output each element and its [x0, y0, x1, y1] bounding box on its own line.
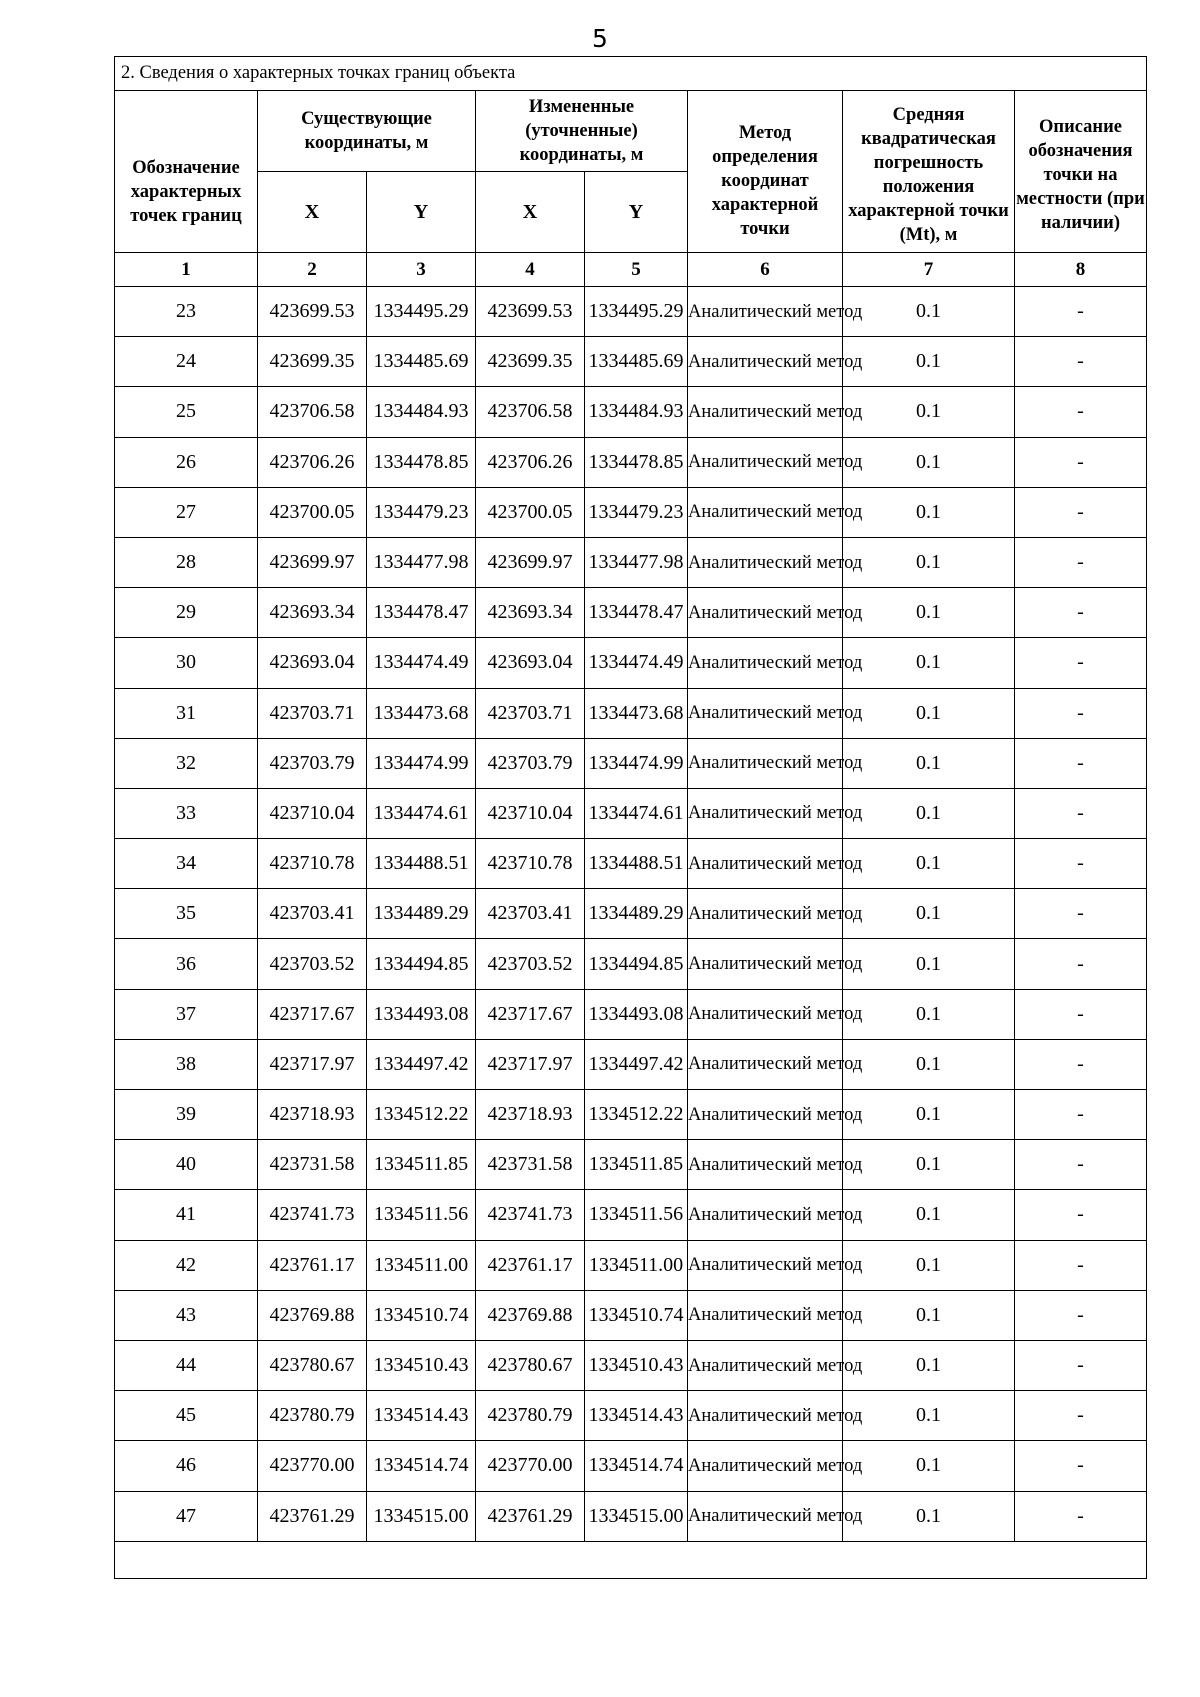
changed-x: 423706.58 — [476, 387, 585, 437]
existing-y: 1334511.00 — [367, 1240, 476, 1290]
changed-x: 423761.29 — [476, 1491, 585, 1541]
header-method: Метод определения координат характерной точки — [688, 91, 843, 253]
point-id: 44 — [115, 1340, 258, 1390]
existing-x: 423700.05 — [258, 487, 367, 537]
existing-x: 423717.97 — [258, 1039, 367, 1089]
column-number: 4 — [476, 253, 585, 287]
changed-x: 423770.00 — [476, 1441, 585, 1491]
error-value: 0.1 — [843, 839, 1015, 889]
column-number: 6 — [688, 253, 843, 287]
point-id: 38 — [115, 1039, 258, 1089]
point-id: 35 — [115, 889, 258, 939]
method-cell: Аналитический метод — [688, 1240, 843, 1290]
existing-x: 423780.67 — [258, 1340, 367, 1390]
changed-y: 1334510.74 — [585, 1290, 688, 1340]
changed-y: 1334511.85 — [585, 1140, 688, 1190]
existing-y: 1334485.69 — [367, 337, 476, 387]
method-cell: Аналитический метод — [688, 688, 843, 738]
changed-y: 1334493.08 — [585, 989, 688, 1039]
changed-y: 1334474.99 — [585, 738, 688, 788]
changed-x: 423706.26 — [476, 437, 585, 487]
existing-x: 423761.17 — [258, 1240, 367, 1290]
existing-y: 1334474.61 — [367, 788, 476, 838]
column-number: 3 — [367, 253, 476, 287]
existing-y: 1334474.99 — [367, 738, 476, 788]
table-row — [115, 989, 1147, 1039]
point-id: 45 — [115, 1391, 258, 1441]
error-value: 0.1 — [843, 537, 1015, 587]
changed-x: 423693.34 — [476, 588, 585, 638]
point-description: - — [1015, 1090, 1147, 1140]
header-description: Описание обозначения точки на местности (при наличии) — [1015, 91, 1147, 253]
existing-y: 1334511.85 — [367, 1140, 476, 1190]
existing-x: 423706.26 — [258, 437, 367, 487]
point-id: 32 — [115, 738, 258, 788]
changed-y: 1334473.68 — [585, 688, 688, 738]
changed-x: 423731.58 — [476, 1140, 585, 1190]
existing-y: 1334515.00 — [367, 1491, 476, 1541]
method-cell: Аналитический метод — [688, 788, 843, 838]
error-value: 0.1 — [843, 1140, 1015, 1190]
existing-x: 423693.34 — [258, 588, 367, 638]
changed-y: 1334489.29 — [585, 889, 688, 939]
point-id: 23 — [115, 287, 258, 337]
point-id: 30 — [115, 638, 258, 688]
table-row — [115, 1340, 1147, 1390]
changed-x: 423717.67 — [476, 989, 585, 1039]
existing-y: 1334489.29 — [367, 889, 476, 939]
existing-x: 423741.73 — [258, 1190, 367, 1240]
existing-y: 1334512.22 — [367, 1090, 476, 1140]
table-row — [115, 1441, 1147, 1491]
method-cell: Аналитический метод — [688, 939, 843, 989]
table-row — [115, 487, 1147, 537]
changed-x: 423703.71 — [476, 688, 585, 738]
changed-y: 1334497.42 — [585, 1039, 688, 1089]
point-id: 40 — [115, 1140, 258, 1190]
method-cell: Аналитический метод — [688, 1190, 843, 1240]
table-row — [115, 788, 1147, 838]
point-description: - — [1015, 688, 1147, 738]
existing-x: 423718.93 — [258, 1090, 367, 1140]
changed-x: 423761.17 — [476, 1240, 585, 1290]
header-error: Средняя квадратическая погрешность положения характерной точки (Mt), м — [843, 91, 1015, 253]
existing-y: 1334484.93 — [367, 387, 476, 437]
point-description: - — [1015, 588, 1147, 638]
table-row — [115, 688, 1147, 738]
error-value: 0.1 — [843, 437, 1015, 487]
method-cell: Аналитический метод — [688, 638, 843, 688]
changed-y: 1334488.51 — [585, 839, 688, 889]
point-description: - — [1015, 287, 1147, 337]
changed-y: 1334474.49 — [585, 638, 688, 688]
error-value: 0.1 — [843, 287, 1015, 337]
existing-x: 423706.58 — [258, 387, 367, 437]
table-row — [115, 939, 1147, 989]
error-value: 0.1 — [843, 638, 1015, 688]
existing-x: 423769.88 — [258, 1290, 367, 1340]
existing-x: 423731.58 — [258, 1140, 367, 1190]
method-cell: Аналитический метод — [688, 487, 843, 537]
changed-y: 1334474.61 — [585, 788, 688, 838]
existing-x: 423780.79 — [258, 1391, 367, 1441]
point-description: - — [1015, 1491, 1147, 1541]
error-value: 0.1 — [843, 939, 1015, 989]
error-value: 0.1 — [843, 1240, 1015, 1290]
method-cell: Аналитический метод — [688, 989, 843, 1039]
boundary-points-table — [114, 56, 1147, 1579]
table-row — [115, 638, 1147, 688]
error-value: 0.1 — [843, 387, 1015, 437]
existing-x: 423699.53 — [258, 287, 367, 337]
existing-y: 1334473.68 — [367, 688, 476, 738]
point-description: - — [1015, 487, 1147, 537]
table-row — [115, 839, 1147, 889]
point-description: - — [1015, 738, 1147, 788]
point-id: 28 — [115, 537, 258, 587]
point-id: 34 — [115, 839, 258, 889]
method-cell: Аналитический метод — [688, 437, 843, 487]
changed-y: 1334515.00 — [585, 1491, 688, 1541]
point-description: - — [1015, 1290, 1147, 1340]
changed-y: 1334484.93 — [585, 387, 688, 437]
method-cell: Аналитический метод — [688, 889, 843, 939]
existing-y: 1334511.56 — [367, 1190, 476, 1240]
point-id: 37 — [115, 989, 258, 1039]
point-id: 29 — [115, 588, 258, 638]
existing-y: 1334478.85 — [367, 437, 476, 487]
changed-x: 423741.73 — [476, 1190, 585, 1240]
method-cell: Аналитический метод — [688, 1491, 843, 1541]
method-cell: Аналитический метод — [688, 1391, 843, 1441]
changed-x: 423710.78 — [476, 839, 585, 889]
error-value: 0.1 — [843, 738, 1015, 788]
point-id: 27 — [115, 487, 258, 537]
page-number: 5 — [592, 24, 608, 53]
method-cell: Аналитический метод — [688, 1441, 843, 1491]
error-value: 0.1 — [843, 1190, 1015, 1240]
column-number: 5 — [585, 253, 688, 287]
error-value: 0.1 — [843, 337, 1015, 387]
point-description: - — [1015, 889, 1147, 939]
blank-footer-row — [115, 1541, 1147, 1578]
existing-y: 1334510.74 — [367, 1290, 476, 1340]
header-x-existing: X — [258, 172, 367, 253]
error-value: 0.1 — [843, 989, 1015, 1039]
method-cell: Аналитический метод — [688, 1140, 843, 1190]
changed-y: 1334514.74 — [585, 1441, 688, 1491]
header-y-changed: Y — [585, 172, 688, 253]
point-description: - — [1015, 387, 1147, 437]
changed-x: 423718.93 — [476, 1090, 585, 1140]
header-existing-coords: Существующие координаты, м — [258, 91, 476, 172]
table-row — [115, 1090, 1147, 1140]
changed-x: 423780.67 — [476, 1340, 585, 1390]
point-description: - — [1015, 437, 1147, 487]
changed-x: 423717.97 — [476, 1039, 585, 1089]
table-row — [115, 1240, 1147, 1290]
method-cell: Аналитический метод — [688, 387, 843, 437]
point-id: 24 — [115, 337, 258, 387]
point-id: 41 — [115, 1190, 258, 1240]
table-row — [115, 889, 1147, 939]
changed-x: 423703.41 — [476, 889, 585, 939]
method-cell: Аналитический метод — [688, 1039, 843, 1089]
error-value: 0.1 — [843, 588, 1015, 638]
table-row — [115, 588, 1147, 638]
error-value: 0.1 — [843, 889, 1015, 939]
method-cell: Аналитический метод — [688, 738, 843, 788]
point-id: 36 — [115, 939, 258, 989]
existing-x: 423703.71 — [258, 688, 367, 738]
existing-x: 423699.35 — [258, 337, 367, 387]
point-description: - — [1015, 839, 1147, 889]
column-number: 8 — [1015, 253, 1147, 287]
table-row — [115, 1140, 1147, 1190]
changed-x: 423693.04 — [476, 638, 585, 688]
point-id: 39 — [115, 1090, 258, 1140]
changed-x: 423710.04 — [476, 788, 585, 838]
table-row — [115, 1491, 1147, 1541]
point-description: - — [1015, 337, 1147, 387]
changed-y: 1334511.56 — [585, 1190, 688, 1240]
error-value: 0.1 — [843, 1491, 1015, 1541]
existing-y: 1334477.98 — [367, 537, 476, 587]
table-body — [115, 287, 1147, 1542]
point-description: - — [1015, 1340, 1147, 1390]
point-description: - — [1015, 1391, 1147, 1441]
method-cell: Аналитический метод — [688, 1290, 843, 1340]
header-x-changed: X — [476, 172, 585, 253]
point-description: - — [1015, 788, 1147, 838]
point-description: - — [1015, 537, 1147, 587]
changed-y: 1334478.85 — [585, 437, 688, 487]
existing-x: 423699.97 — [258, 537, 367, 587]
existing-x: 423703.41 — [258, 889, 367, 939]
existing-x: 423703.79 — [258, 738, 367, 788]
point-id: 46 — [115, 1441, 258, 1491]
existing-y: 1334478.47 — [367, 588, 476, 638]
changed-x: 423769.88 — [476, 1290, 585, 1340]
existing-y: 1334494.85 — [367, 939, 476, 989]
header-point-designation: Обозначение характерных точек границ — [115, 91, 258, 253]
point-description: - — [1015, 638, 1147, 688]
error-value: 0.1 — [843, 1340, 1015, 1390]
point-description: - — [1015, 1039, 1147, 1089]
header-changed-coords: Измененные (уточненные) координаты, м — [476, 91, 688, 172]
point-id: 26 — [115, 437, 258, 487]
existing-x: 423717.67 — [258, 989, 367, 1039]
method-cell: Аналитический метод — [688, 1340, 843, 1390]
changed-y: 1334495.29 — [585, 287, 688, 337]
existing-y: 1334514.74 — [367, 1441, 476, 1491]
existing-y: 1334474.49 — [367, 638, 476, 688]
changed-x: 423780.79 — [476, 1391, 585, 1441]
table-row — [115, 387, 1147, 437]
error-value: 0.1 — [843, 487, 1015, 537]
point-description: - — [1015, 1441, 1147, 1491]
point-id: 25 — [115, 387, 258, 437]
table-row — [115, 437, 1147, 487]
column-number: 2 — [258, 253, 367, 287]
table-row — [115, 738, 1147, 788]
method-cell: Аналитический метод — [688, 839, 843, 889]
point-description: - — [1015, 1140, 1147, 1190]
table-row — [115, 1190, 1147, 1240]
header-y-existing: Y — [367, 172, 476, 253]
existing-y: 1334510.43 — [367, 1340, 476, 1390]
error-value: 0.1 — [843, 688, 1015, 738]
table-row — [115, 1039, 1147, 1089]
table-row — [115, 537, 1147, 587]
changed-x: 423699.53 — [476, 287, 585, 337]
changed-y: 1334478.47 — [585, 588, 688, 638]
existing-x: 423710.78 — [258, 839, 367, 889]
point-description: - — [1015, 989, 1147, 1039]
changed-x: 423703.52 — [476, 939, 585, 989]
changed-y: 1334510.43 — [585, 1340, 688, 1390]
method-cell: Аналитический метод — [688, 588, 843, 638]
point-id: 33 — [115, 788, 258, 838]
changed-y: 1334514.43 — [585, 1391, 688, 1441]
changed-y: 1334512.22 — [585, 1090, 688, 1140]
changed-y: 1334511.00 — [585, 1240, 688, 1290]
error-value: 0.1 — [843, 788, 1015, 838]
changed-y: 1334494.85 — [585, 939, 688, 989]
point-id: 43 — [115, 1290, 258, 1340]
existing-x: 423710.04 — [258, 788, 367, 838]
existing-y: 1334493.08 — [367, 989, 476, 1039]
existing-x: 423770.00 — [258, 1441, 367, 1491]
changed-x: 423699.35 — [476, 337, 585, 387]
existing-y: 1334488.51 — [367, 839, 476, 889]
error-value: 0.1 — [843, 1039, 1015, 1089]
existing-x: 423693.04 — [258, 638, 367, 688]
point-description: - — [1015, 1190, 1147, 1240]
method-cell: Аналитический метод — [688, 537, 843, 587]
point-id: 31 — [115, 688, 258, 738]
table-row — [115, 1290, 1147, 1340]
existing-y: 1334479.23 — [367, 487, 476, 537]
point-id: 47 — [115, 1491, 258, 1541]
error-value: 0.1 — [843, 1090, 1015, 1140]
changed-x: 423700.05 — [476, 487, 585, 537]
section-title: 2. Сведения о характерных точках границ объекта — [115, 57, 1147, 91]
error-value: 0.1 — [843, 1441, 1015, 1491]
changed-y: 1334485.69 — [585, 337, 688, 387]
point-description: - — [1015, 939, 1147, 989]
changed-y: 1334479.23 — [585, 487, 688, 537]
existing-y: 1334495.29 — [367, 287, 476, 337]
existing-y: 1334497.42 — [367, 1039, 476, 1089]
method-cell: Аналитический метод — [688, 337, 843, 387]
method-cell: Аналитический метод — [688, 1090, 843, 1140]
existing-x: 423703.52 — [258, 939, 367, 989]
column-number: 7 — [843, 253, 1015, 287]
existing-y: 1334514.43 — [367, 1391, 476, 1441]
column-number: 1 — [115, 253, 258, 287]
point-description: - — [1015, 1240, 1147, 1290]
changed-x: 423703.79 — [476, 738, 585, 788]
changed-x: 423699.97 — [476, 537, 585, 587]
existing-x: 423761.29 — [258, 1491, 367, 1541]
error-value: 0.1 — [843, 1290, 1015, 1340]
table-row — [115, 287, 1147, 337]
method-cell: Аналитический метод — [688, 287, 843, 337]
table-row — [115, 337, 1147, 387]
error-value: 0.1 — [843, 1391, 1015, 1441]
table-row — [115, 1391, 1147, 1441]
point-id: 42 — [115, 1240, 258, 1290]
changed-y: 1334477.98 — [585, 537, 688, 587]
